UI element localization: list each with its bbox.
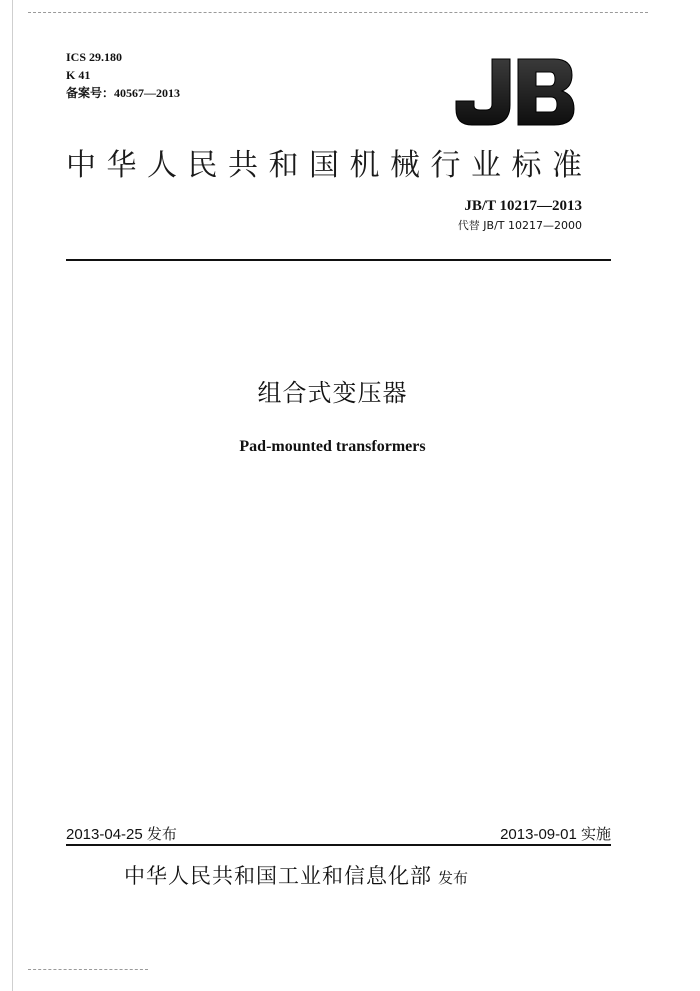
classification-code: K 41: [66, 68, 91, 82]
issuer-line: [124, 860, 468, 890]
document-title-en: Pad-mounted transformers: [239, 438, 426, 455]
implement-date: 2013-09-01 实施: [500, 826, 611, 843]
issuer-name: 中华人民共和国工业和信息化部: [124, 864, 432, 888]
top-scan-line: [28, 12, 648, 13]
jb-logo: [454, 57, 576, 127]
standard-code-block: [458, 198, 582, 233]
issue-date: 2013-04-25 发布: [66, 826, 177, 843]
record-number: 备案号：40567—2013: [66, 86, 181, 100]
standard-code: JB/T 10217—2013: [464, 198, 582, 214]
meta-block: [66, 48, 180, 102]
replaces-code: 代替 JB/T 10217—2000: [457, 219, 582, 232]
bottom-divider: [66, 844, 611, 846]
ics-code: ICS 29.180: [66, 50, 123, 64]
top-divider: [66, 259, 611, 261]
page-edge: [12, 0, 13, 991]
document-title-cn: 组合式变压器: [257, 379, 408, 407]
bottom-scan-line: [28, 969, 148, 970]
standard-category-title: 中华人民共和国机械行业标准: [66, 148, 593, 183]
issuer-suffix: 发布: [438, 869, 469, 887]
